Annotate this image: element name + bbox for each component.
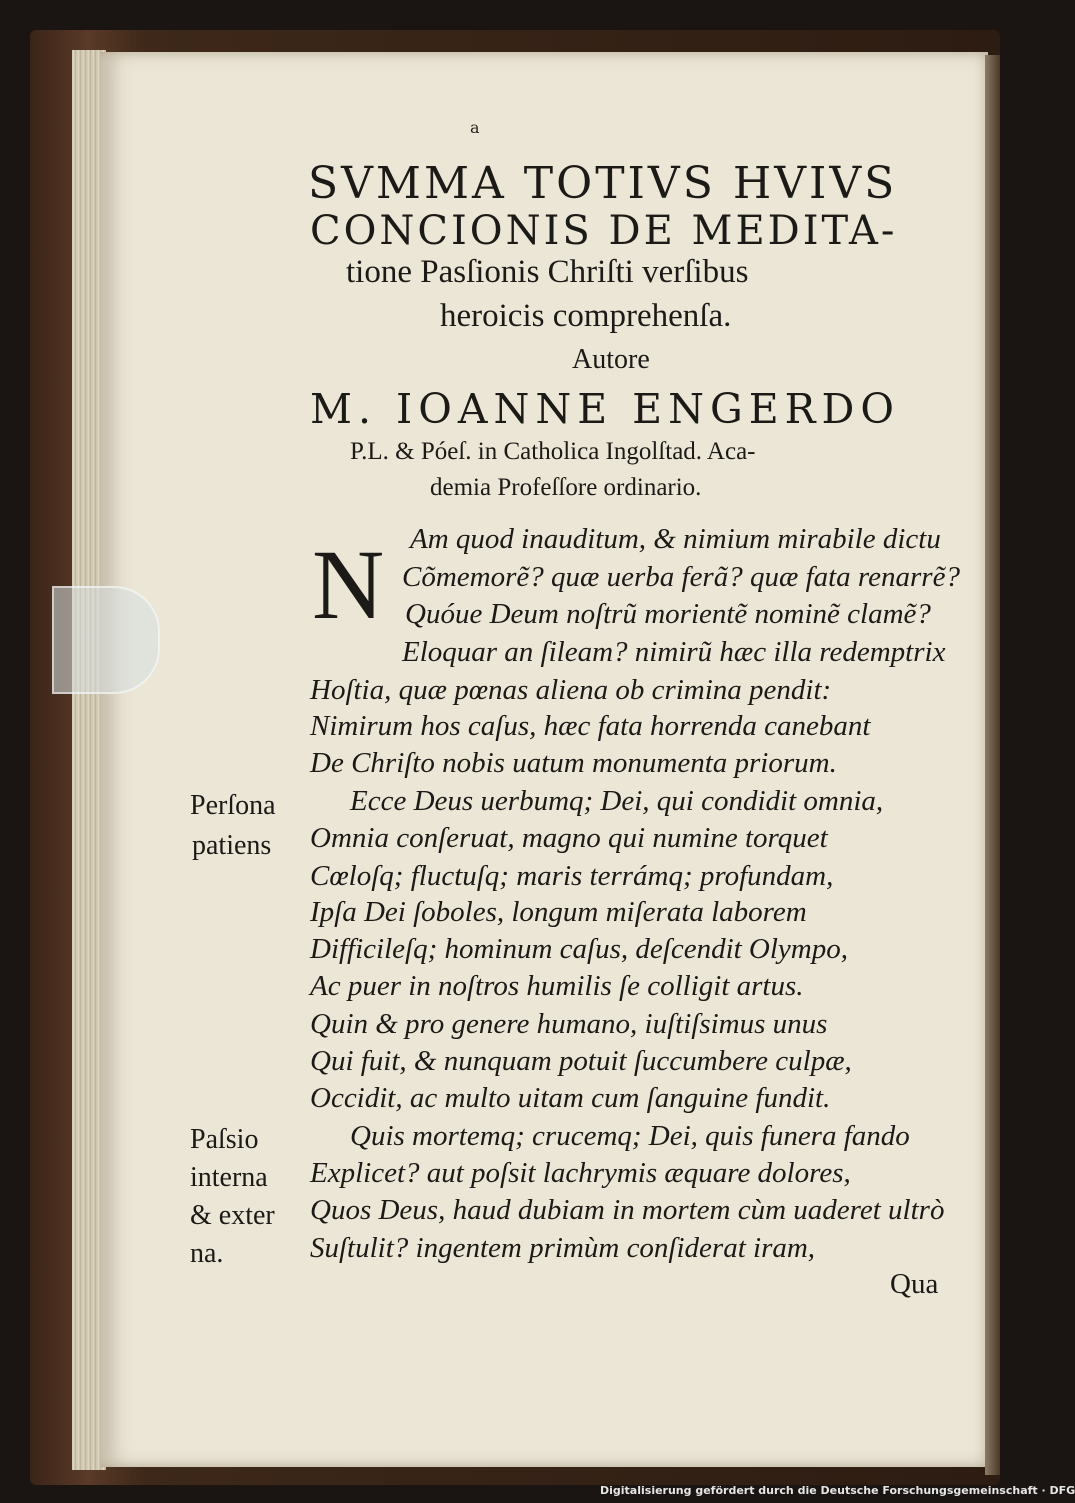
verse-line: Cõmemorẽ? quæ uerba ferã? quæ fata renarrẽ? [402,561,960,593]
binding-right-edge [985,55,1000,1475]
verse-line: Am quod inauditum, & nimium mirabile dictu [410,523,941,555]
digitization-footer: Digitalisierung gefördert durch die Deutsche Forschungsgemeinschaft · DFG [600,1484,1075,1497]
autore-label: Autore [572,344,650,375]
affiliation-line-2: demia Profeſſore ordinario. [430,474,702,501]
verse-line: Occidit, ac multo uitam cum ſanguine fundit. [310,1082,831,1114]
margin-note-passio: & exter [190,1200,275,1231]
verse-line: Ecce Deus uerbumq; Dei, qui condidit omnia, [350,785,884,817]
margin-note-passio: interna [190,1162,268,1193]
title-line-4: heroicis comprehenſa. [440,298,732,334]
title-line-1: SVMMA TOTIVS HVIVS [308,158,898,209]
title-line-2: CONCIONIS DE MEDITA- [310,208,898,254]
verse-line: Quóue Deum noſtrũ morientẽ nominẽ clamẽ? [405,598,931,630]
verse-line: Suſtulit? ingentem primùm conſiderat iram, [310,1232,816,1264]
margin-note-passio: na. [190,1238,224,1269]
affiliation-line-1: P.L. & Póeſ. in Catholica Ingolſtad. Aca- [350,438,756,465]
verse-line: Explicet? aut poſsit lachrymis æquare dolores, [310,1157,851,1189]
verse-line: Eloquar an ſileam? nimirũ hæc illa redemptrix [402,636,946,668]
verse-line: Qui fuit, & nunquam potuit ſuccumbere culpæ, [310,1045,852,1077]
catchword: Qua [890,1268,939,1300]
verse-line: De Chriſto nobis uatum monumenta priorum. [310,747,837,779]
verse-line: Ipſa Dei ſoboles, longum miſerata laborem [310,896,807,928]
page-clip [52,586,160,694]
margin-note-persona: Perſona [190,790,276,821]
verse-line: Ac puer in noſtros humilis ſe colligit artus. [310,970,804,1002]
verse-line: Omnia conſeruat, magno qui numine torquet [310,822,828,854]
verse-line: Quos Deus, haud dubiam in mortem cùm uaderet ultrò [310,1194,945,1226]
verse-line: Cœloſq; fluctuſq; maris terrámq; profundam, [310,860,834,892]
verse-line: Quin & pro genere humano, iuſtiſsimus unus [310,1008,828,1040]
verse-line: Nimirum hos caſus, hæc fata horrenda canebant [310,710,871,742]
margin-note-passio: Paſsio [190,1124,259,1155]
verse-line: Quis mortemq; crucemq; Dei, quis funera fando [350,1120,910,1152]
title-line-3: tione Pasſionis Chriſti verſibus [346,254,749,290]
show-through-text [830,280,836,306]
verse-line: Hoſtia, quæ pœnas aliena ob crimina pendit: [310,674,832,706]
author-name: M. IOANNE ENGERDO [310,385,901,433]
verse-line: Difficileſq; hominum caſus, deſcendit Olympo, [310,933,849,965]
drop-cap: N [312,529,385,640]
margin-note-persona: patiens [192,830,272,861]
signature-mark: a [470,118,480,137]
